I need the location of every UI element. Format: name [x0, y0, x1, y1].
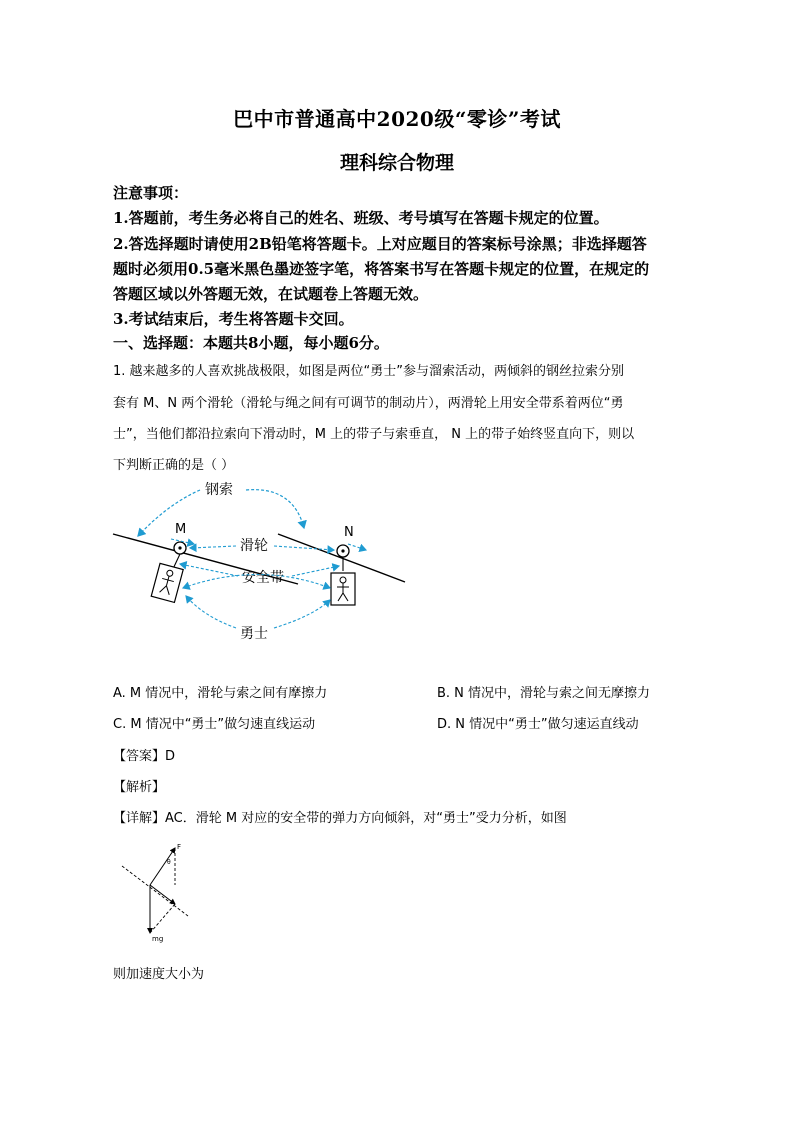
question-text-line: 套有 M、N 两个滑轮（滑轮与绳之间有可调节的制动片），两滑轮上用安全带系着两位“勇	[113, 396, 624, 411]
force-f-vector	[150, 848, 175, 885]
question-text-line: 1. 越来越多的人喜欢挑战极限，如图是两位“勇士”参与溜索活动，两倾斜的钢丝拉索分别	[113, 364, 625, 379]
option-c: C. M 情况中“勇士”做匀速直线运动	[113, 717, 316, 732]
notes-item: 3.考试结束后，考生将答题卡交回。	[113, 310, 354, 328]
detail-label: 【详解】	[113, 811, 166, 826]
label-mg: mg	[152, 935, 164, 943]
page-subtitle: 理科综合物理	[339, 152, 454, 174]
detail-text: AC．滑轮 M 对应的安全带的弹力方向倾斜，对“勇士”受力分析，如图	[165, 811, 567, 826]
label-n: N	[344, 525, 354, 540]
answer-line	[113, 745, 175, 764]
label-cable: 钢索	[205, 482, 233, 498]
detail-line	[113, 807, 567, 826]
section-heading: 一、选择题：本题共8小题，每小题6分。	[113, 334, 389, 352]
label-pulley: 滑轮	[240, 538, 268, 554]
page-title: 巴中市普通高中2020级“零诊”考试	[233, 107, 561, 131]
warrior-n	[331, 573, 355, 605]
label-warrior: 勇士	[240, 626, 268, 642]
force-figure	[120, 840, 190, 945]
label-f: F	[177, 843, 182, 851]
option-a: A. M 情况中，滑轮与索之间有摩擦力	[113, 686, 328, 701]
option-d: D. N 情况中“勇士”做匀速运直线动	[437, 717, 639, 732]
label-belt: 安全带	[242, 570, 284, 586]
zipline-figure	[108, 476, 418, 648]
option-b: B. N 情况中，滑轮与索之间无摩擦力	[437, 686, 651, 701]
notes-item: 题时必须用0.5毫米黑色墨迹签字笔，将答案书写在答题卡规定的位置，在规定的	[113, 260, 650, 278]
question-text-line: 下判断正确的是（ ）	[113, 458, 235, 473]
analysis-label: 【解析】	[113, 780, 166, 795]
warrior-m	[151, 563, 183, 602]
arrow-cable-left	[138, 490, 200, 536]
label-theta: θ	[167, 859, 171, 866]
notes-item: 1.答题前，考生务必将自己的姓名、班级、考号填写在答题卡规定的位置。	[113, 209, 609, 227]
label-m: M	[175, 522, 187, 537]
notes-heading: 注意事项：	[113, 184, 189, 202]
answer-value: D	[165, 749, 176, 764]
question-text-line: 士”，当他们都沿拉索向下滑动时，M 上的带子与索垂直， N 上的带子始终竖直向下，则以	[113, 427, 635, 442]
answer-label: 【答案】	[113, 749, 166, 764]
notes-item: 答题区域以外答题无效，在试题卷上答题无效。	[113, 285, 429, 303]
notes-item: 2.答选择题时请使用2B铅笔将答题卡。上对应题目的答案标号涂黑；非选择题答	[113, 235, 647, 253]
arrow-cable-right	[246, 490, 304, 528]
after-text: 则加速度大小为	[113, 967, 205, 982]
